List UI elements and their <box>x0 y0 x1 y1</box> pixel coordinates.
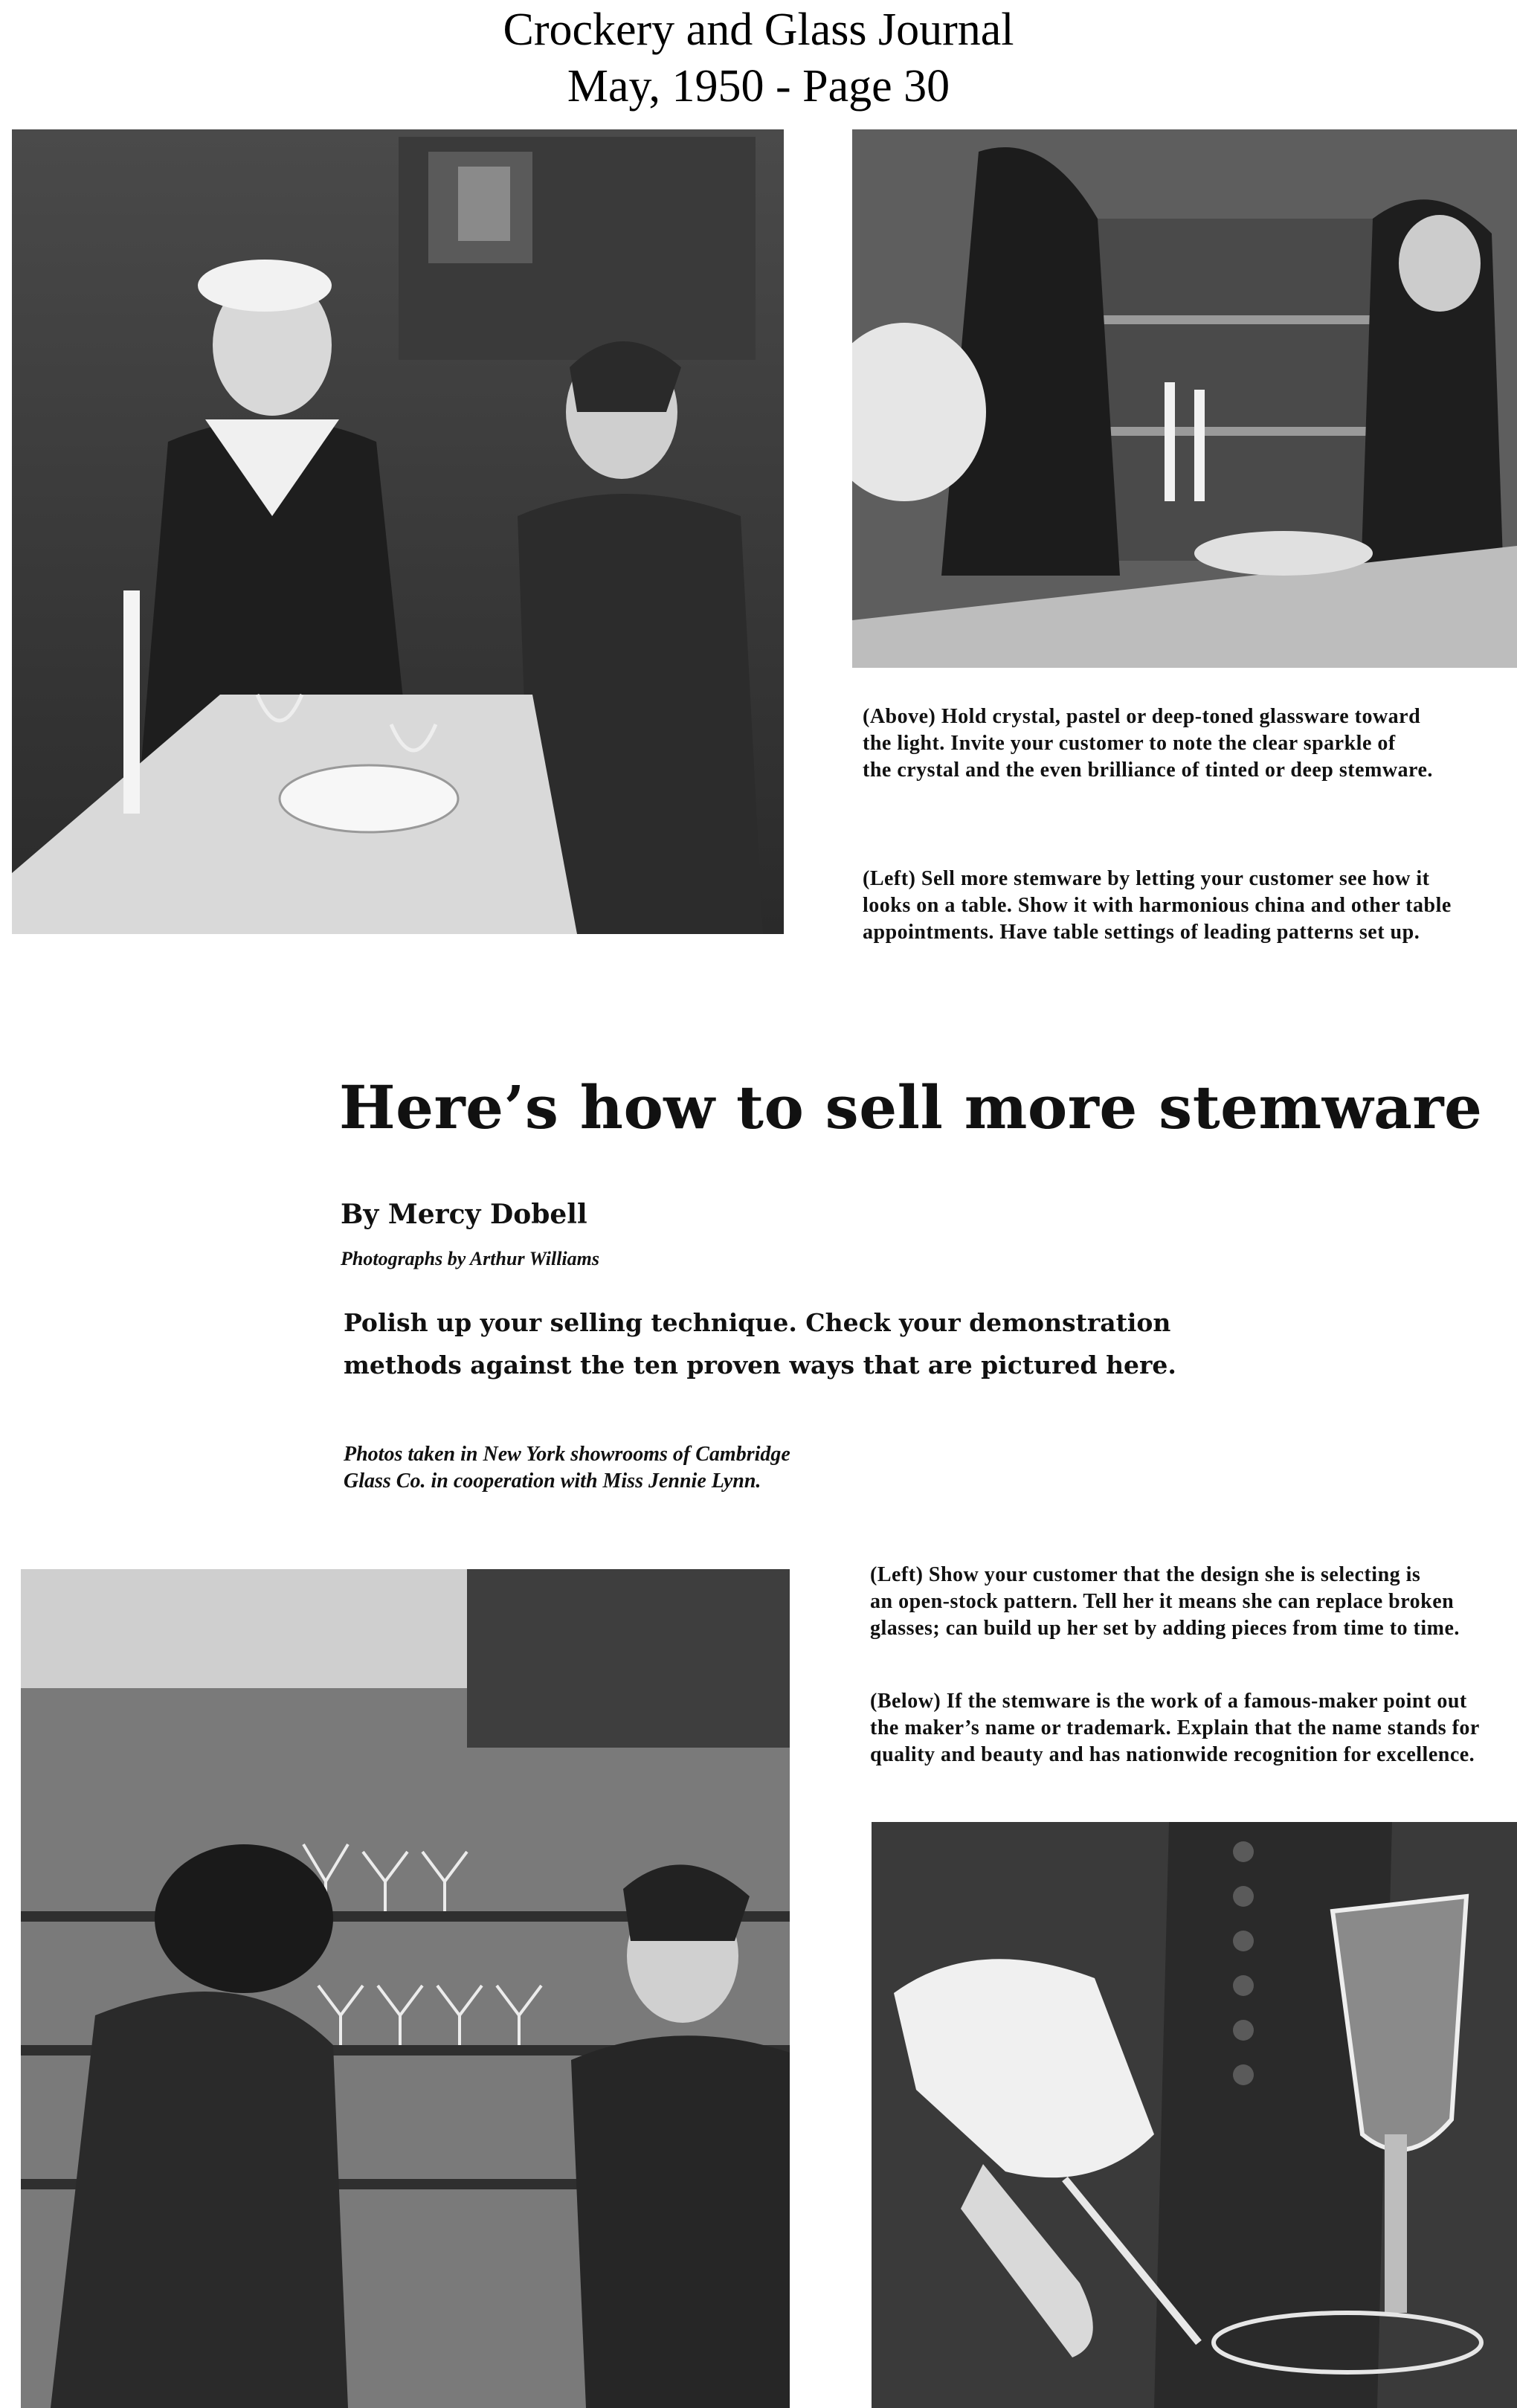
caption-left-open-stock <box>870 1562 1502 1642</box>
caption-left-table <box>863 866 1502 946</box>
caption-left-open-stock-line2: an open-stock pattern. Tell her it means she can replace broken <box>870 1590 1455 1613</box>
article-deck-line1: Polish up your selling technique. Check your demonstration <box>344 1308 1171 1337</box>
article-byline: By Mercy Dobell <box>341 1199 587 1230</box>
article-deck-line2: methods against the ten proven ways that are pictured here. <box>344 1351 1176 1380</box>
photo-glass-to-light <box>852 129 1517 668</box>
photo-table-setting <box>12 129 784 934</box>
caption-above-line3: the crystal and the even brilliance of tinted or deep stemware. <box>863 759 1433 782</box>
caption-left-table-line1: (Left) Sell more stemware by letting your customer see how it <box>863 867 1430 890</box>
showroom-note-line2: Glass Co. in cooperation with Miss Jennie Lynn. <box>344 1469 761 1493</box>
page-header <box>0 1 1517 115</box>
caption-left-open-stock-line1: (Left) Show your customer that the design she is selecting is <box>870 1563 1421 1586</box>
caption-below-maker-line3: quality and beauty and has nationwide recognition for excellence. <box>870 1743 1475 1766</box>
photo-showroom-shelves <box>21 1569 790 2408</box>
caption-above-line2: the light. Invite your customer to note the clear sparkle of <box>863 732 1396 755</box>
issue-date-page: May, 1950 - Page 30 <box>567 61 950 112</box>
showroom-note <box>344 1441 1013 1495</box>
caption-above-line1: (Above) Hold crystal, pastel or deep-toned glassware toward <box>863 705 1421 728</box>
article-headline: Here’s how to sell more stemware <box>339 1072 1483 1142</box>
photo-trademark-pointing <box>872 1822 1517 2408</box>
caption-above <box>863 704 1502 784</box>
caption-left-table-line2: looks on a table. Show it with harmonious china and other table <box>863 894 1452 917</box>
caption-left-open-stock-line3: glasses; can build up her set by adding pieces from time to time. <box>870 1617 1460 1640</box>
caption-below-maker-line2: the maker’s name or trademark. Explain that the name stands for <box>870 1716 1480 1739</box>
caption-left-table-line3: appointments. Have table settings of leading patterns set up. <box>863 921 1420 944</box>
article-deck <box>344 1301 1236 1386</box>
journal-title: Crockery and Glass Journal <box>503 4 1014 55</box>
photo-credit: Photographs by Arthur Williams <box>341 1248 599 1269</box>
caption-below-maker <box>870 1688 1502 1768</box>
showroom-note-line1: Photos taken in New York showrooms of Cambridge <box>344 1443 790 1466</box>
caption-below-maker-line1: (Below) If the stemware is the work of a famous-maker point out <box>870 1690 1467 1713</box>
